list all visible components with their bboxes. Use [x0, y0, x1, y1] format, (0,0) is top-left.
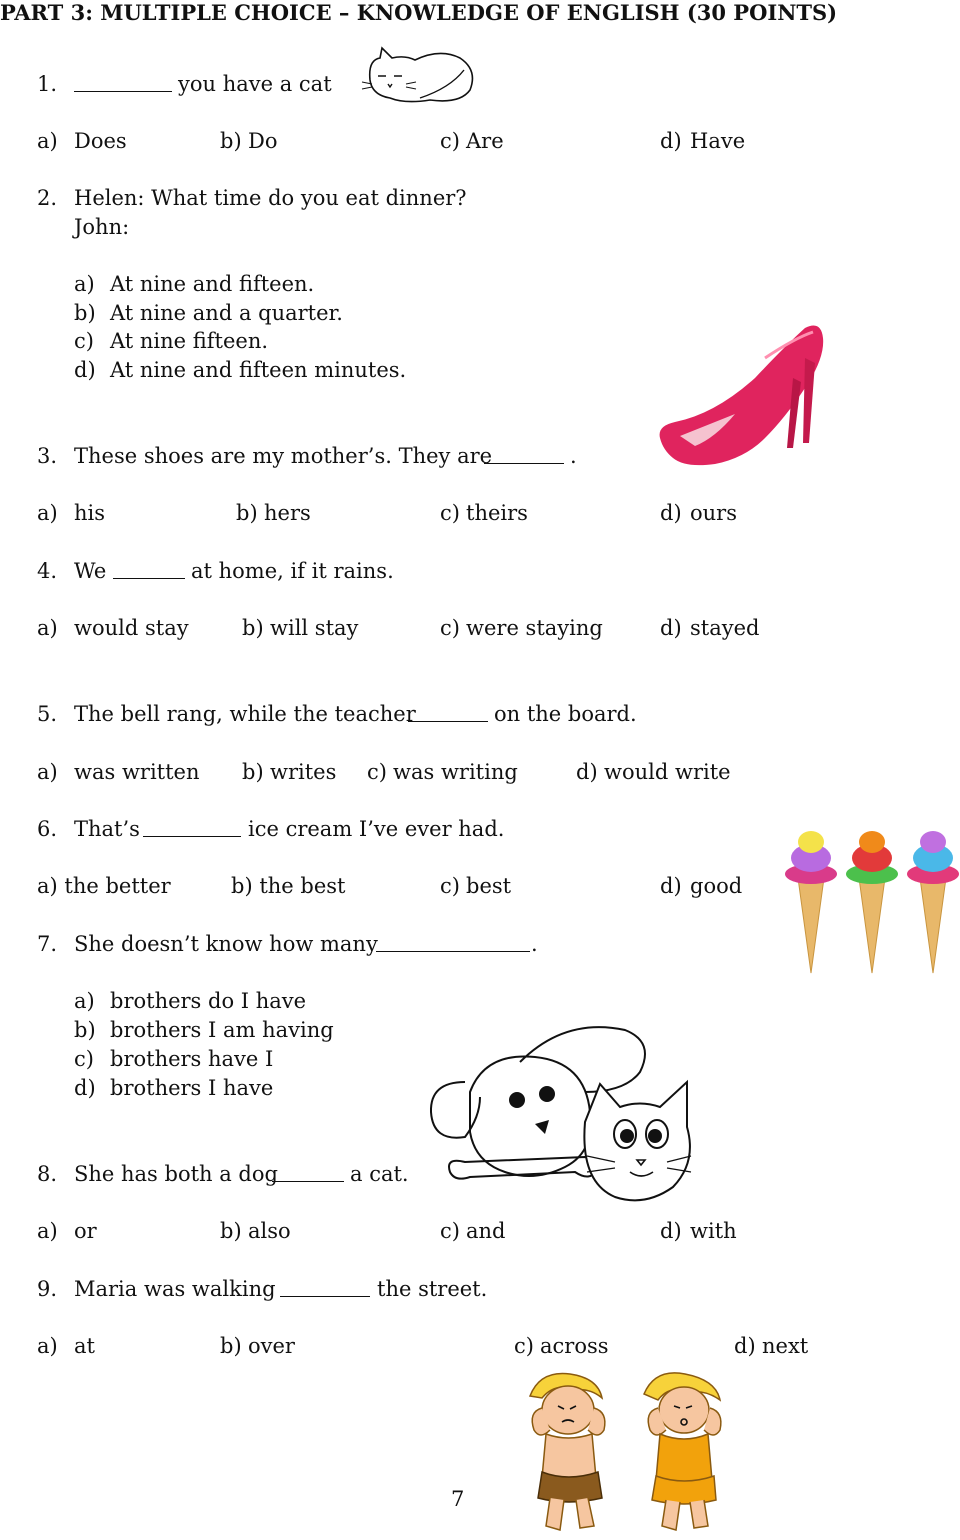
question-7-number: 7.	[37, 932, 58, 956]
q9-option-b-letter: b)	[220, 1334, 242, 1358]
q8-option-c-letter: c)	[440, 1219, 460, 1243]
q4-option-d-letter: d)	[660, 616, 682, 640]
q9-option-c-letter: c)	[514, 1334, 534, 1358]
q5-option-d-letter: d)	[576, 760, 598, 784]
q6-option-a-text: the better	[64, 874, 171, 898]
page-number: 7	[451, 1487, 465, 1511]
q1-option-a[interactable]: Does	[74, 129, 127, 153]
dog-and-cat-drawing	[425, 1022, 695, 1207]
q8-option-b[interactable]: also	[248, 1219, 291, 1243]
q4-option-a-letter: a)	[37, 616, 58, 640]
question-6-text-before: That’s	[74, 817, 140, 841]
dog-ear-left	[431, 1082, 480, 1138]
q4-option-c[interactable]: were staying	[466, 616, 603, 640]
q4-option-b-letter: b)	[242, 616, 264, 640]
q2-option-b[interactable]: At nine and a quarter.	[110, 301, 343, 325]
q6-option-c-letter: c)	[440, 874, 460, 898]
question-4-blank[interactable]	[113, 560, 185, 579]
question-5-blank[interactable]	[408, 703, 488, 722]
q3-option-c[interactable]: theirs	[466, 501, 528, 525]
question-5-number: 5.	[37, 702, 58, 726]
q5-option-a-letter: a)	[37, 760, 58, 784]
q7-option-a-letter: a)	[74, 989, 95, 1013]
q9-option-a[interactable]: at	[74, 1334, 95, 1358]
ice-cream-cone-3	[907, 831, 959, 973]
question-7-blank[interactable]	[376, 933, 530, 952]
question-4-text-after: at home, if it rains.	[191, 559, 394, 583]
q6-option-a[interactable]	[37, 873, 171, 899]
ice-cream-cone-2	[846, 831, 898, 973]
q5-option-c[interactable]: was writing	[393, 760, 518, 784]
question-1-text: you have a cat	[178, 72, 332, 96]
q3-option-a-letter: a)	[37, 501, 58, 525]
q5-option-d[interactable]: would write	[604, 760, 731, 784]
question-7-text-after: .	[531, 932, 538, 956]
q7-option-b[interactable]: brothers I am having	[110, 1018, 334, 1042]
q6-option-c[interactable]: best	[466, 874, 512, 898]
q6-option-b-letter: b)	[231, 874, 253, 898]
q9-option-d-letter: d)	[734, 1334, 756, 1358]
section-heading: PART 3: MULTIPLE CHOICE – KNOWLEDGE OF ENGLISH (30 POINTS)	[0, 0, 838, 25]
q9-option-a-letter: a)	[37, 1334, 58, 1358]
q3-option-b-letter: b)	[236, 501, 258, 525]
ice-cream-cone-1	[785, 831, 837, 973]
q8-option-b-letter: b)	[220, 1219, 242, 1243]
question-5-text-after: on the board.	[494, 702, 637, 726]
q3-option-c-letter: c)	[440, 501, 460, 525]
q9-option-c[interactable]: across	[540, 1334, 609, 1358]
q1-option-a-letter: a)	[37, 129, 58, 153]
question-3-text-before: These shoes are my mother’s. They are	[74, 444, 493, 468]
question-9-number: 9.	[37, 1277, 58, 1301]
question-5-text-before: The bell rang, while the teacher	[74, 702, 416, 726]
q7-option-a[interactable]: brothers do I have	[110, 989, 307, 1013]
question-8-text-after: a cat.	[350, 1162, 409, 1186]
question-1-number: 1.	[37, 72, 58, 96]
question-6-blank[interactable]	[143, 818, 241, 837]
cat-head	[584, 1082, 690, 1200]
q3-option-a[interactable]: his	[74, 501, 106, 525]
q6-option-d-letter: d)	[660, 874, 682, 898]
question-7-text-before: She doesn’t know how many	[74, 932, 378, 956]
q7-option-d-letter: d)	[74, 1076, 96, 1100]
q5-option-b[interactable]: writes	[270, 760, 337, 784]
q6-option-d[interactable]: good	[690, 874, 743, 898]
q8-option-d[interactable]: with	[690, 1219, 737, 1243]
question-8-blank[interactable]	[272, 1163, 344, 1182]
ice-cream-cones-image	[782, 828, 960, 976]
q4-option-b[interactable]: will stay	[270, 616, 359, 640]
q1-option-c-letter: c)	[440, 129, 460, 153]
q9-option-d[interactable]: next	[762, 1334, 809, 1358]
q4-option-a[interactable]: would stay	[74, 616, 189, 640]
question-9-blank[interactable]	[280, 1278, 370, 1297]
q3-option-d-letter: d)	[660, 501, 682, 525]
high-heel-shoe-image	[655, 318, 830, 468]
q8-option-c[interactable]: and	[466, 1219, 506, 1243]
question-4-number: 4.	[37, 559, 58, 583]
q1-option-b[interactable]: Do	[248, 129, 278, 153]
q7-option-d[interactable]: brothers I have	[110, 1076, 274, 1100]
question-1-blank[interactable]	[74, 73, 172, 92]
q2-option-a-letter: a)	[74, 272, 95, 296]
q4-option-d[interactable]: stayed	[690, 616, 760, 640]
q8-option-a[interactable]: or	[74, 1219, 97, 1243]
question-3-text-after: .	[570, 444, 577, 468]
kids-covering-ears-image	[520, 1368, 735, 1536]
q1-option-b-letter: b)	[220, 129, 242, 153]
q3-option-d[interactable]: ours	[690, 501, 737, 525]
q4-option-c-letter: c)	[440, 616, 460, 640]
q1-option-c[interactable]: Are	[466, 129, 504, 153]
q1-option-d[interactable]: Have	[690, 129, 746, 153]
q3-option-b[interactable]: hers	[264, 501, 311, 525]
q6-option-b-text: the best	[259, 874, 346, 898]
question-3-number: 3.	[37, 444, 58, 468]
q5-option-c-letter: c)	[367, 760, 387, 784]
q7-option-c[interactable]: brothers have I	[110, 1047, 274, 1071]
q9-option-b[interactable]: over	[248, 1334, 295, 1358]
question-8-number: 8.	[37, 1162, 58, 1186]
q7-option-c-letter: c)	[74, 1047, 94, 1071]
question-2-line1: Helen: What time do you eat dinner?	[74, 186, 467, 210]
question-6-number: 6.	[37, 817, 58, 841]
q2-option-a[interactable]: At nine and fifteen.	[110, 272, 315, 296]
q6-option-a-letter: a)	[37, 874, 58, 898]
question-2-number: 2.	[37, 186, 58, 210]
question-9-text-after: the street.	[377, 1277, 488, 1301]
q1-option-d-letter: d)	[660, 129, 682, 153]
q6-option-b[interactable]	[231, 873, 345, 899]
cat-drawing	[360, 40, 480, 108]
q5-option-a[interactable]: was written	[74, 760, 200, 784]
question-2-line2: John:	[74, 215, 130, 239]
q5-option-b-letter: b)	[242, 760, 264, 784]
question-4-text-before: We	[74, 559, 107, 583]
question-3-blank[interactable]	[484, 445, 564, 464]
q2-option-c-letter: c)	[74, 329, 94, 353]
q2-option-b-letter: b)	[74, 301, 96, 325]
dog-ear-right	[520, 1027, 645, 1092]
question-8-text-before: She has both a dog	[74, 1162, 278, 1186]
q7-option-b-letter: b)	[74, 1018, 96, 1042]
q8-option-a-letter: a)	[37, 1219, 58, 1243]
q2-option-d-letter: d)	[74, 358, 96, 382]
q2-option-c[interactable]: At nine fifteen.	[110, 329, 269, 353]
q2-option-d[interactable]: At nine and fifteen minutes.	[110, 358, 407, 382]
kid-right	[644, 1373, 721, 1530]
question-9-text-before: Maria was walking	[74, 1277, 276, 1301]
question-6-text-after: ice cream I’ve ever had.	[248, 817, 505, 841]
kid-left	[530, 1373, 605, 1530]
q8-option-d-letter: d)	[660, 1219, 682, 1243]
